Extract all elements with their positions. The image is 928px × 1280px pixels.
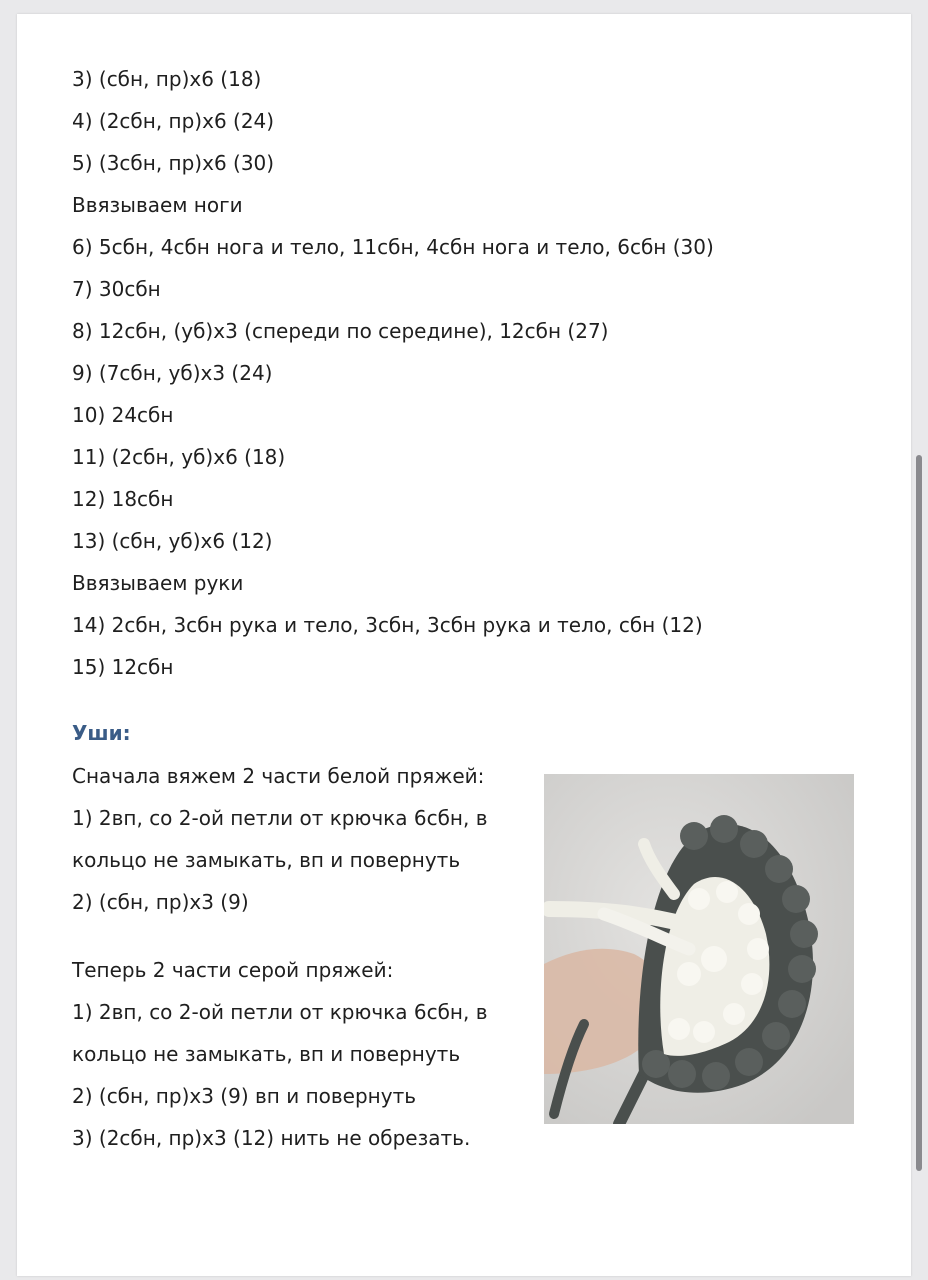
step-line: 9) (7сбн, уб)х3 (24) [72, 361, 273, 385]
step-line: 11) (2сбн, уб)х6 (18) [72, 445, 286, 469]
ears-white-step: кольцо не замыкать, вп и повернуть [72, 848, 461, 872]
ears-white-step: 1) 2вп, со 2-ой петли от крючка 6сбн, в [72, 806, 488, 830]
section-note: Ввязываем руки [72, 571, 244, 595]
step-line: 5) (3сбн, пр)х6 (30) [72, 151, 275, 175]
step-line: 13) (сбн, уб)х6 (12) [72, 529, 273, 553]
section-note: Ввязываем ноги [72, 193, 243, 217]
step-line: 14) 2сбн, 3сбн рука и тело, 3сбн, 3сбн рука и тело, сбн (12) [72, 613, 703, 637]
ears-grey-step: 1) 2вп, со 2-ой петли от крючка 6сбн, в [72, 1000, 488, 1024]
step-line: 12) 18сбн [72, 487, 174, 511]
step-line: 15) 12сбн [72, 655, 174, 679]
scrollbar[interactable] [916, 455, 922, 1171]
ear-illustration [544, 774, 854, 1124]
step-line: 7) 30сбн [72, 277, 161, 301]
ears-grey-step: кольцо не замыкать, вп и повернуть [72, 1042, 461, 1066]
ears-white-step: 2) (сбн, пр)х3 (9) [72, 890, 249, 914]
ears-grey-intro: Теперь 2 части серой пряжей: [72, 958, 394, 982]
ears-grey-step: 2) (сбн, пр)х3 (9) вп и повернуть [72, 1084, 417, 1108]
ear-photo [544, 774, 854, 1124]
step-line: 8) 12сбн, (уб)х3 (спереди по середине), 12сбн (27) [72, 319, 609, 343]
ears-heading: Уши: [72, 721, 131, 745]
step-line: 4) (2сбн, пр)х6 (24) [72, 109, 275, 133]
ears-grey-step: 3) (2сбн, пр)х3 (12) нить не обрезать. [72, 1126, 471, 1150]
ears-white-intro: Сначала вяжем 2 части белой пряжей: [72, 764, 485, 788]
step-line: 10) 24сбн [72, 403, 174, 427]
step-line: 3) (сбн, пр)х6 (18) [72, 67, 262, 91]
step-line: 6) 5сбн, 4сбн нога и тело, 11сбн, 4сбн нога и тело, 6сбн (30) [72, 235, 714, 259]
